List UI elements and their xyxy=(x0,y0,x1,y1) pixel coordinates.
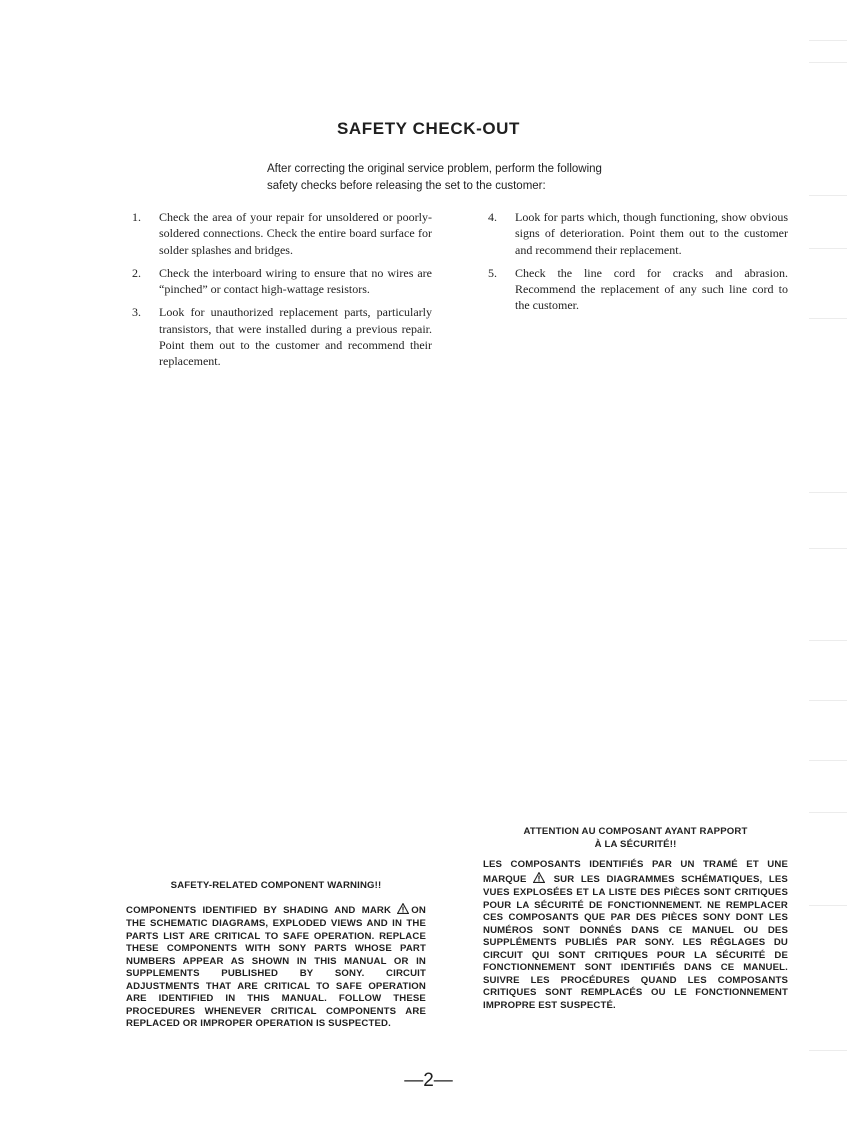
check-text: Check the area of your repair for unsoldered or poorly-soldered connections. Check the entire board surface for solder splashes and bridges. xyxy=(159,210,432,257)
edge-line xyxy=(809,492,847,493)
check-item-4 xyxy=(488,209,788,258)
intro-line: safety checks before releasing the set to the customer: xyxy=(267,180,546,192)
page-number: —2— xyxy=(404,1070,453,1091)
check-text: Check the line cord for cracks and abrasion. Recommend the replacement of any such line cord to the customer. xyxy=(515,265,788,313)
check-item-5 xyxy=(488,265,788,314)
warning-text: LES COMPOSANTS IDENTIFIÉS PAR UN TRAMÉ ET UNE MARQUE xyxy=(483,859,788,885)
intro-paragraph xyxy=(267,161,687,195)
warning-text: ON THE SCHEMATIC DIAGRAMS, EXPLODED VIEWS AND IN THE PARTS LIST ARE CRITICAL TO SAFE OPERATION. REPLACE THESE COMPONENTS WITH SONY PARTS WHOSE PART NUMBERS APPEAR AS SHOWN IN THIS MANUAL OR IN SUPPLEMENTS PUBLISHED BY SONY. CIRCUIT ADJUSTMENTS THAT ARE CRITICAL TO SAFE OPERATION ARE IDENTIFIED IN THIS MANUAL. FOLLOW THESE PROCEDURES WHENEVER CRITICAL COMPONENTS ARE REPLACED OR IMPROPER OPERATION IS SUSPECTED. xyxy=(126,904,426,1029)
check-number: 3. xyxy=(132,305,141,320)
edge-line xyxy=(809,40,847,41)
check-text: Look for unauthorized replacement parts, particularly transistors, that were installed during a previous repair. Point them out to the customer and recommend their replacement. xyxy=(159,305,432,369)
intro-line: After correcting the original service problem, perform the following xyxy=(267,163,602,175)
page-title: SAFETY CHECK-OUT xyxy=(336,119,521,138)
check-item-3 xyxy=(132,304,432,369)
warning-title-line: À LA SÉCURITÉ!! xyxy=(594,838,677,850)
safety-checklist-right xyxy=(488,209,788,321)
safety-checklist-left xyxy=(132,209,432,377)
check-number: 1. xyxy=(132,210,141,224)
check-number: 5. xyxy=(488,265,497,280)
warning-triangle-icon xyxy=(397,903,409,919)
check-number: 4. xyxy=(488,210,497,224)
check-text: Look for parts which, though functioning, show obvious signs of deterioration. Point them out to the customer and recommend their replacement. xyxy=(515,210,788,257)
edge-line xyxy=(809,62,847,63)
warning-title xyxy=(483,826,788,851)
check-item-1 xyxy=(132,209,432,258)
edge-line xyxy=(809,318,847,319)
warning-title: SAFETY-RELATED COMPONENT WARNING!! xyxy=(170,880,382,891)
edge-line xyxy=(809,640,847,641)
edge-line xyxy=(809,248,847,249)
edge-line xyxy=(809,905,847,906)
safety-warning-english xyxy=(126,880,426,1031)
edge-line xyxy=(809,1050,847,1051)
edge-line xyxy=(809,812,847,813)
check-text: Check the interboard wiring to ensure that no wires are “pinched” or contact high-wattage resistors. xyxy=(159,265,432,297)
warning-text: SUR LES DIAGRAMMES SCHÉMATIQUES, LES VUES EXPLOSÉES ET LA LISTE DES PIÈCES SONT CRITIQUES POUR LA SÉCURITÉ DE FONCTIONNEMENT. NE REMPLACER CES COMPOSANTS QUE PAR DES PIÈCES SONY DONT LES NUMÉROS SONT DONNÉS DANS CE MANUEL OU DES SUPPLÉMENTS PUBLIÉS PAR SONY. LES RÉGLAGES DU CIRCUIT QUI SONT CRITIQUES POUR LA SÉCURITÉ DE FONCTIONNEMENT SONT IDENTIFIÉS DANS CE MANUEL. SUIVRE LES PROCÉDURES QUAND LES COMPOSANTS CRITIQUES SONT REMPLACÉS OU LE FONCTIONNEMENT IMPROPRE EST SUSPECTÉ. xyxy=(483,873,788,1011)
warning-triangle-icon xyxy=(533,872,545,888)
edge-line xyxy=(809,700,847,701)
scan-edge-marks xyxy=(797,0,857,1122)
warning-body xyxy=(126,903,426,1031)
warning-text: COMPONENTS IDENTIFIED BY SHADING AND MARK xyxy=(126,904,398,916)
check-item-2 xyxy=(132,265,432,298)
check-number: 2. xyxy=(132,265,141,280)
warning-body xyxy=(483,859,788,1012)
edge-line xyxy=(809,195,847,196)
warning-title-line: ATTENTION AU COMPOSANT AYANT RAPPORT xyxy=(523,826,748,837)
safety-warning-french xyxy=(483,826,788,1012)
edge-line xyxy=(809,548,847,549)
edge-line xyxy=(809,760,847,761)
